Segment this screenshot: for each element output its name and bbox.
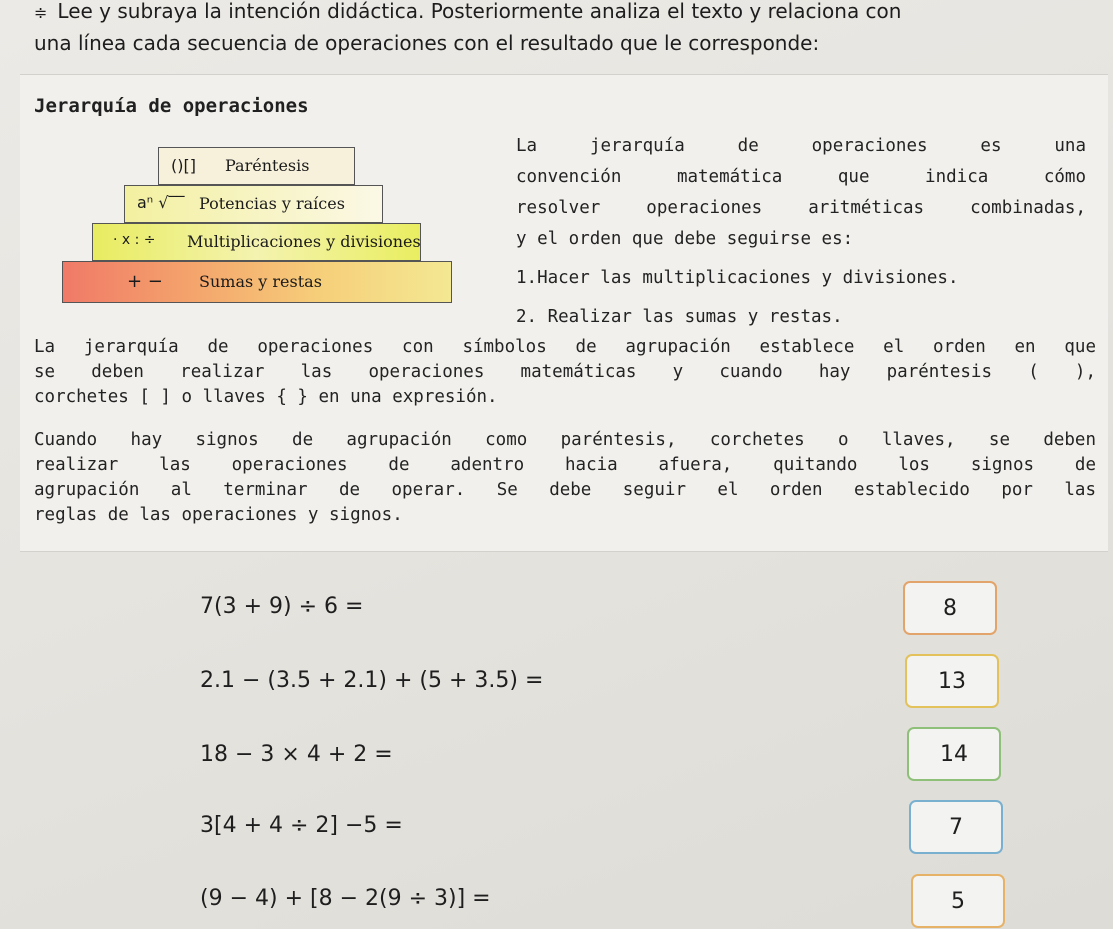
paragraph-line: corchetes [ ] o llaves { } en una expresión. [34,387,498,407]
exercise-expression-1: 7(3 + 9) ÷ 6 = [200,594,364,619]
paragraph-line: agrupación al terminar de operar. Se debe seguir el orden establecido por las [34,480,1096,500]
paragraph-line: Cuando hay signos de agrupación como paréntesis, corchetes o llaves, se deben [34,430,1096,450]
result-box-2[interactable] [905,654,999,708]
instruction-text-1: Lee y subraya la intención didáctica. Posteriormente analiza el texto y relaciona con [57,0,902,23]
result-box-5[interactable] [911,874,1005,928]
description-line: y el orden que debe seguirse es: [516,229,854,249]
exercise-expression-3: 18 − 3 × 4 + 2 = [200,742,393,767]
description-line: resolver operaciones aritméticas combinadas, [516,198,1086,218]
result-box-3[interactable] [907,727,1001,781]
pyramid-label: Sumas y restas [199,272,322,291]
exercise-expression-4: 3[4 + 4 ÷ 2] −5 = [200,813,403,838]
instruction-line-1 [34,0,1104,28]
pyramid-level-parentheses [158,147,355,185]
result-box-1[interactable] [903,581,997,635]
paragraph-inside-out [34,428,1096,528]
exercise-expression-5: (9 − 4) + [8 − 2(9 ÷ 3)] = [200,886,491,911]
exercise-expression-2: 2.1 − (3.5 + 2.1) + (5 + 3.5) = [200,668,544,693]
list-bullet-icon: ≑ [34,3,48,22]
paragraph-line: se deben realizar las operaciones matemáticas y cuando hay paréntesis ( ), [34,362,1096,382]
pyramid-level-addition [62,261,452,303]
box-title: Jerarquía de operaciones [34,95,309,117]
result-value: 14 [940,741,968,767]
description-line: La jerarquía de operaciones es una [516,136,1086,156]
instruction-line-2: una línea cada secuencia de operaciones con el resultado que le corresponde: [34,31,820,55]
pyramid-label: Multiplicaciones y divisiones [187,232,421,251]
pyramid-label: Potencias y raíces [199,194,345,213]
result-box-4[interactable] [909,800,1003,854]
hierarchy-description [516,131,1086,333]
multiply-divide-icon: · x : ÷ [113,232,156,248]
pyramid-level-multiplication [92,223,421,261]
result-value: 13 [938,668,966,694]
plus-minus-icon: + − [127,271,163,292]
instructions [34,0,1104,59]
rule-1: 1.Hacer las multiplicaciones y divisiones. [516,268,959,288]
paragraph-line: realizar las operaciones de adentro hacia afuera, quitando los signos de [34,455,1096,475]
result-value: 5 [951,888,965,914]
description-line: convención matemática que indica cómo [516,167,1086,187]
paragraph-line: reglas de las operaciones y signos. [34,505,403,525]
rule-2: 2. Realizar las sumas y restas. [516,307,843,327]
result-value: 8 [943,595,957,621]
paragraph-line: La jerarquía de operaciones con símbolos de agrupación establece el orden en que [34,337,1096,357]
pyramid-label: Paréntesis [225,156,310,175]
power-root-icon: aⁿ √‾‾ [137,193,185,212]
paragraph-grouping-symbols [34,335,1096,410]
parentheses-icon: ()[] [171,156,196,175]
pyramid-level-powers [124,185,383,223]
info-box [20,74,1108,552]
result-value: 7 [949,814,963,840]
